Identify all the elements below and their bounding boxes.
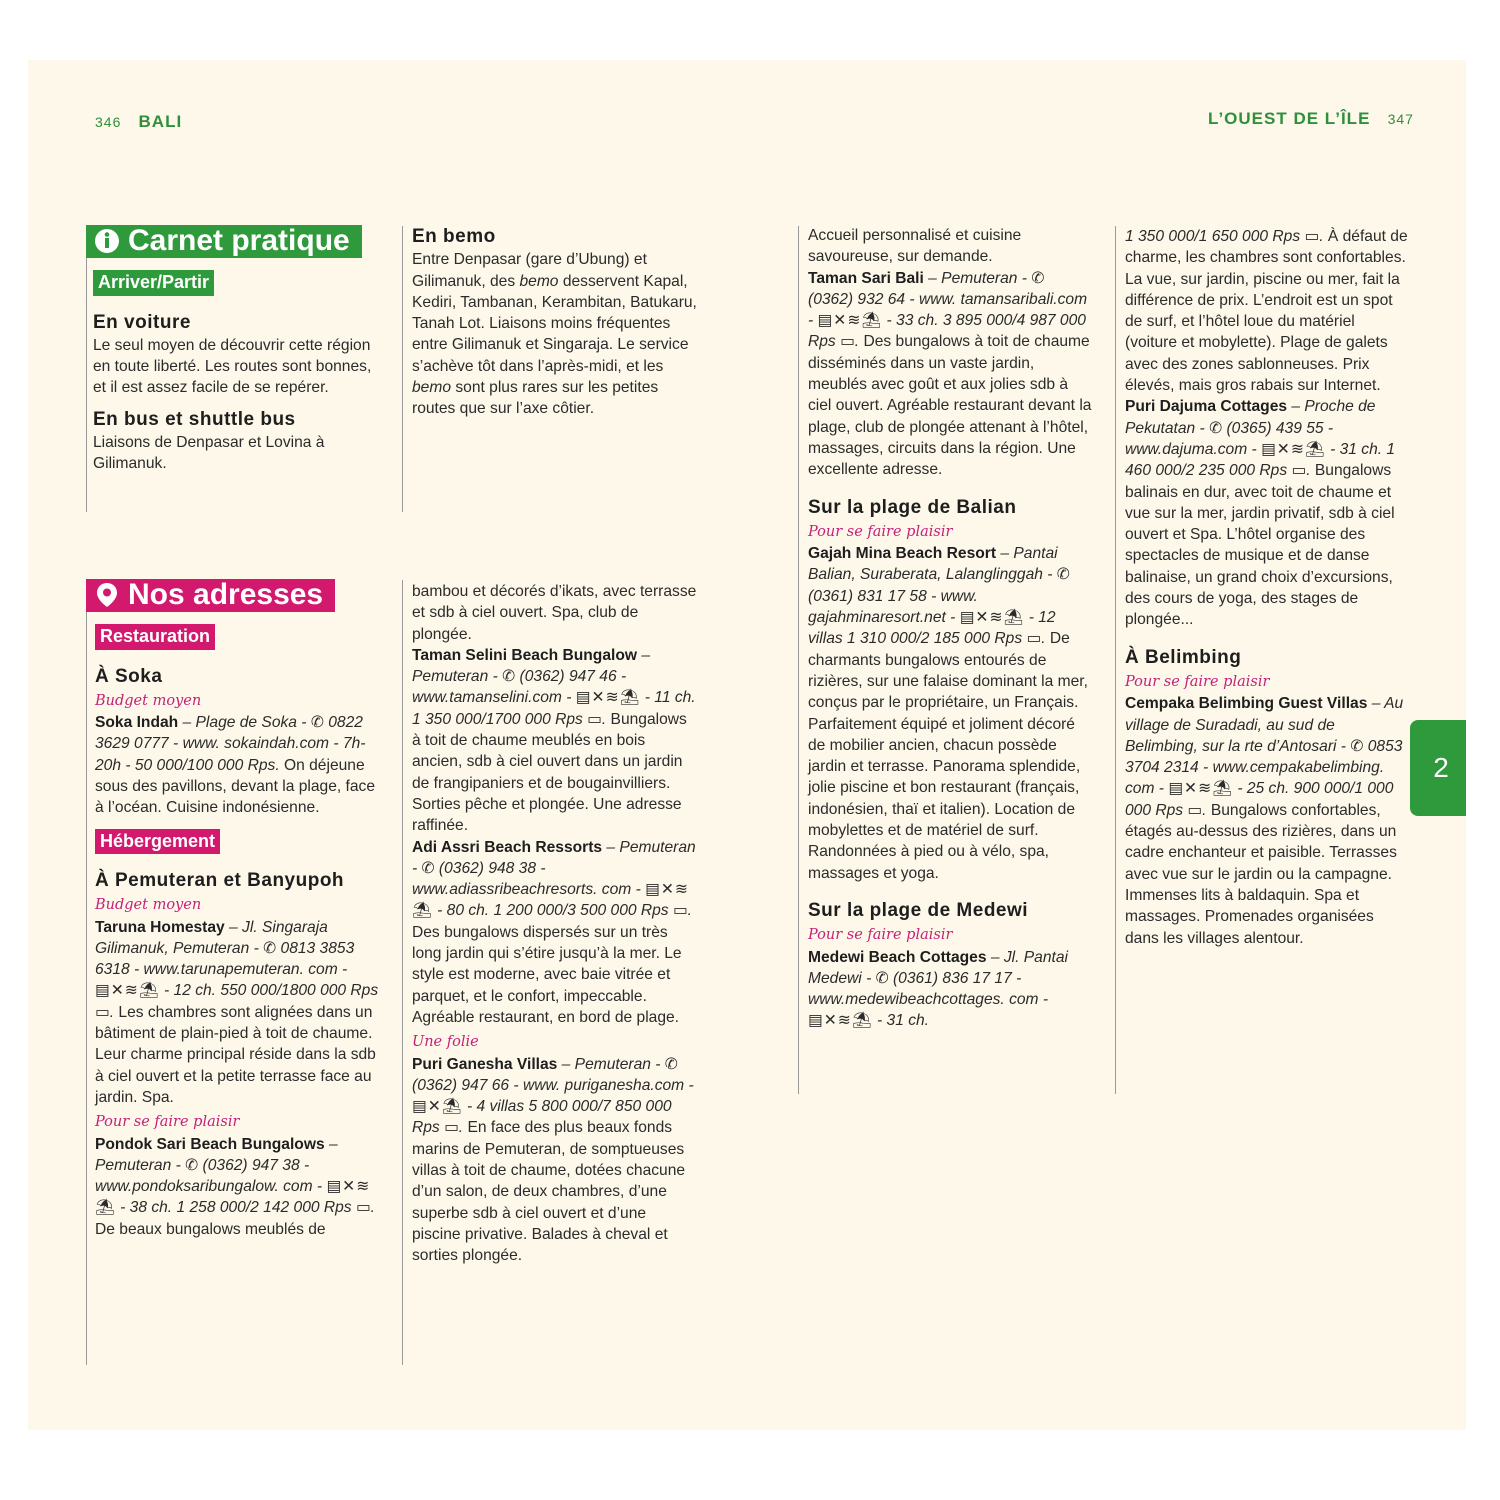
amenity-icons: ▤✕≋⛱ <box>1261 440 1326 458</box>
soka-heading: À Soka <box>95 665 163 687</box>
balian-heading: Sur la plage de Balian <box>808 496 1017 518</box>
listing-pondok-sari: Pondok Sari Beach Bungalows – Pemuteran - ✆ (0362) 947 38 - www.pondoksaribungalow. com - ▤✕≋⛱ - 38 ch. 1 258 000/2 142 000 Rps ▭. De beaux bungalows meublés de <box>95 1135 376 1238</box>
arriver-partir-label: Arriver/Partir <box>93 270 214 295</box>
column-4-listings <box>1125 226 1410 949</box>
location-pin-icon <box>94 582 120 608</box>
amenity-icons: ▤✕≋⛱ <box>95 982 160 1000</box>
category-label: Budget moyen <box>95 692 202 709</box>
amenity-icons: ▤✕≋⛱ <box>959 609 1025 627</box>
en-voiture-heading: En voiture <box>93 311 191 333</box>
hebergement-label: Hébergement <box>95 829 220 854</box>
listing-medewi-beach: Medewi Beach Cottages – Jl. Pantai Medewi - ✆ (0361) 836 17 17 - www.medewibeachcottages. com - ▤✕≋⛱ - 31 ch. <box>808 948 1068 1030</box>
carnet-pratique-title: Carnet pratique <box>86 225 362 258</box>
column-3-listings <box>808 225 1093 1032</box>
right-header-title: L’OUEST DE L’ÎLE <box>1208 109 1371 128</box>
listing-adi-assri: Adi Assri Beach Ressorts – Pemuteran - ✆ (0362) 948 38 - www.adiassribeachresorts. com - ▤✕≋⛱ - 80 ch. 1 200 000/3 500 000 Rps ▭. Des bungalows dispersés sur un très long jardin qui s’étire jusqu’à la mer. Le style est moderne, avec baie vitrée et parquet, et le confort, impeccable. Agréable restaurant, en bord de plage. <box>412 838 696 1026</box>
info-icon <box>94 228 120 254</box>
en-bus-text: Liaisons de Denpasar et Lovina à Gilimanuk. <box>93 434 325 473</box>
en-bemo-text: Entre Denpasar (gare d’Ubung) et Gilimanuk, des bemo desservent Kapal, Kediri, Tambanan, Kerambitan, Batukaru, Tanah Lot. Liaisons moins fréquentes entre Gilimanuk et Singaraja. Le service s’achève tôt dans l’après-midi, et les bemo sont plus rares sur les petites routes que sur l’axe côtier. <box>412 251 697 418</box>
amenity-icons: ▤✕≋⛱ <box>95 1178 371 1217</box>
page-number-left: 346 <box>95 114 122 130</box>
nos-adresses-section <box>86 579 386 1240</box>
listing-taman-sari: Taman Sari Bali – Pemuteran - ✆ (0362) 932 64 - www. tamansaribali.com - ▤✕≋⛱ - 33 ch. 3 895 000/4 987 000 Rps ▭. Des bungalows à toit de chaume disséminés dans un vaste jardin, meublés avec goût et aux jolies sdb à ciel ouvert. Agréable restaurant devant la plage, club de plongée attenant à l’hôtel, massages, circuits dans la région. Une excellente adresse. <box>808 269 1092 479</box>
restauration-label: Restauration <box>95 624 215 649</box>
listing-gajah-mina: Gajah Mina Beach Resort – Pantai Balian, Suraberata, Lalanglinggah - ✆ (0361) 831 17 58 - www. gajahminaresort.net - ▤✕≋⛱ - 12 villas 1 310 000/2 185 000 Rps ▭. De charmants bungalows entourés de rizières, sur une falaise dominant la mer, conçus par le propriétaire, un Français. Parfaitement équipé et joliment décoré de mobilier ancien, chacun possède jardin et terrasse. Panorama splendide, jolie piscine et bon restaurant (français, indonésien, thaï et italien). Location de mobylettes et de matériel de surf. Randonnées à pied ou à vélo, spa, massages et yoga. <box>808 545 1088 882</box>
listing-continuation: 1 350 000/1 650 000 Rps ▭. À défaut de charme, les chambres sont confortables. La vue, sur jardin, piscine ou mer, fait la différence de prix. L’endroit est un spot de surf, et l’hôtel loue du matériel (voiture et mobylette). Plage de galets avec des zones sablonneuses. Prix élevés, mais gros rabais sur Internet. <box>1125 228 1408 395</box>
column-rule <box>1115 226 1116 1094</box>
category-label: Une folie <box>412 1034 479 1051</box>
amenity-icons: ▤✕≋⛱ <box>412 881 689 920</box>
amenity-icons: ▤✕≋⛱ <box>1168 780 1233 798</box>
page-number-right: 347 <box>1387 111 1414 127</box>
amenity-icons: ▤✕⛱ <box>412 1098 463 1116</box>
chapter-tab: 2 <box>1410 720 1466 816</box>
en-voiture-text: Le seul moyen de découvrir cette région en toute liberté. Les routes sont bonnes, et il est assez facile de se repérer. <box>93 336 372 397</box>
pemuteran-heading: À Pemuteran et Banyupoh <box>95 869 345 891</box>
category-label: Pour se faire plaisir <box>808 927 953 944</box>
listing-taruna-homestay: Taruna Homestay – Jl. Singaraja Gilimanuk, Pemuteran - ✆ 0813 3853 6318 - www.tarunapemuteran. com - ▤✕≋⛱ - 12 ch. 550 000/1800 000 Rps ▭. Les chambres sont alignées dans un bâtiment de plain-pied à toit de chaume. Leur charme principal réside dans la sdb à ciel ouvert et la petite terrasse face au jardin. Spa. <box>95 918 379 1106</box>
listing-puri-ganesha: Puri Ganesha Villas – Pemuteran - ✆ (0362) 947 66 - www. puriganesha.com - ▤✕⛱ - 4 villas 5 800 000/7 850 000 Rps ▭. En face des plus beaux fonds marins de Pemuteran, de somptueuses villas à toit de chaume, dotées chacune d’un salon, de deux chambres, d’une superbe sdb à ciel ouvert et d’une piscine privative. Balades à cheval et sorties plongée. <box>412 1055 694 1265</box>
amenity-icons: ▤✕≋⛱ <box>808 1012 873 1030</box>
left-running-header <box>95 112 182 132</box>
en-bemo-heading: En bemo <box>412 226 496 247</box>
listing-continuation: bambou et décorés d’ikats, avec terrasse et sdb à ciel ouvert. Spa, club de plongée. <box>412 583 697 643</box>
listing-puri-dajuma: Puri Dajuma Cottages – Proche de Pekutatan - ✆ (0365) 439 55 - www.dajuma.com - ▤✕≋⛱ - 31 ch. 1 460 000/2 235 000 Rps ▭. Bungalows balinais en dur, avec toit de chaume et vue sur la mer, jardin privatif, sdb à ciel ouvert et Spa. L’hôtel organise des spectacles de musique et de danse balinaise, un grand choix d’excursions, des cours de yoga, des stages de plongée... <box>1125 398 1396 629</box>
en-bus-heading: En bus et shuttle bus <box>93 408 296 430</box>
category-label: Pour se faire plaisir <box>808 523 953 540</box>
column-rule <box>402 226 403 512</box>
category-label: Pour se faire plaisir <box>95 1114 240 1131</box>
left-header-title: BALI <box>138 112 183 131</box>
right-running-header <box>1208 109 1414 129</box>
amenity-icons: ▤✕≋⛱ <box>817 312 883 330</box>
column-rule <box>798 226 799 1094</box>
medewi-heading: Sur la plage de Medewi <box>808 899 1029 921</box>
column-rule <box>402 580 403 1365</box>
listing-continuation: Accueil personnalisé et cuisine savoureuse, sur demande. <box>808 227 1022 266</box>
listing-cempaka-belimbing: Cempaka Belimbing Guest Villas – Au village de Suradadi, au sud de Belimbing, sur la rte d’Antosari - ✆ 0853 3704 2314 - www.cempakabelimbing. com - ▤✕≋⛱ - 25 ch. 900 000/1 000 000 Rps ▭. Bungalows confortables, étagés au-dessus des rizières, dans un cadre enchanteur et paisible. Terrasses avec vue sur le jardin ou la campagne. Immenses lits à baldaquin. Spa et massages. Promenades organisées dans les villages alentour. <box>1125 695 1404 947</box>
nos-adresses-title: Nos adresses <box>86 579 335 612</box>
category-label: Pour se faire plaisir <box>1125 673 1270 690</box>
listing-soka-indah: Soka Indah – Plage de Soka - ✆ 0822 3629 0777 - www. sokaindah.com - 7h-20h - 50 000/100 000 Rps. On déjeune sous des pavillons, devant la plage, face à l’océan. Cuisine indonésienne. <box>95 714 376 817</box>
en-bemo-section <box>412 210 697 420</box>
listing-taman-selini: Taman Selini Beach Bungalow – Pemuteran - ✆ (0362) 947 46 - www.tamanselini.com - ▤✕≋⛱ - 11 ch. 1 350 000/1700 000 Rps ▭. Bungalows à toit de chaume meublés en bois ancien, sdb à ciel ouvert dans un jardin de frangipaniers et de bougainvilliers. Sorties pêche et plongée. Une adresse raffinée. <box>412 646 696 835</box>
belimbing-heading: À Belimbing <box>1125 646 1242 668</box>
column-2-listings <box>412 581 697 1267</box>
amenity-icons: ▤✕≋⛱ <box>575 689 641 707</box>
category-label: Budget moyen <box>95 897 202 914</box>
carnet-pratique-section <box>86 225 386 475</box>
